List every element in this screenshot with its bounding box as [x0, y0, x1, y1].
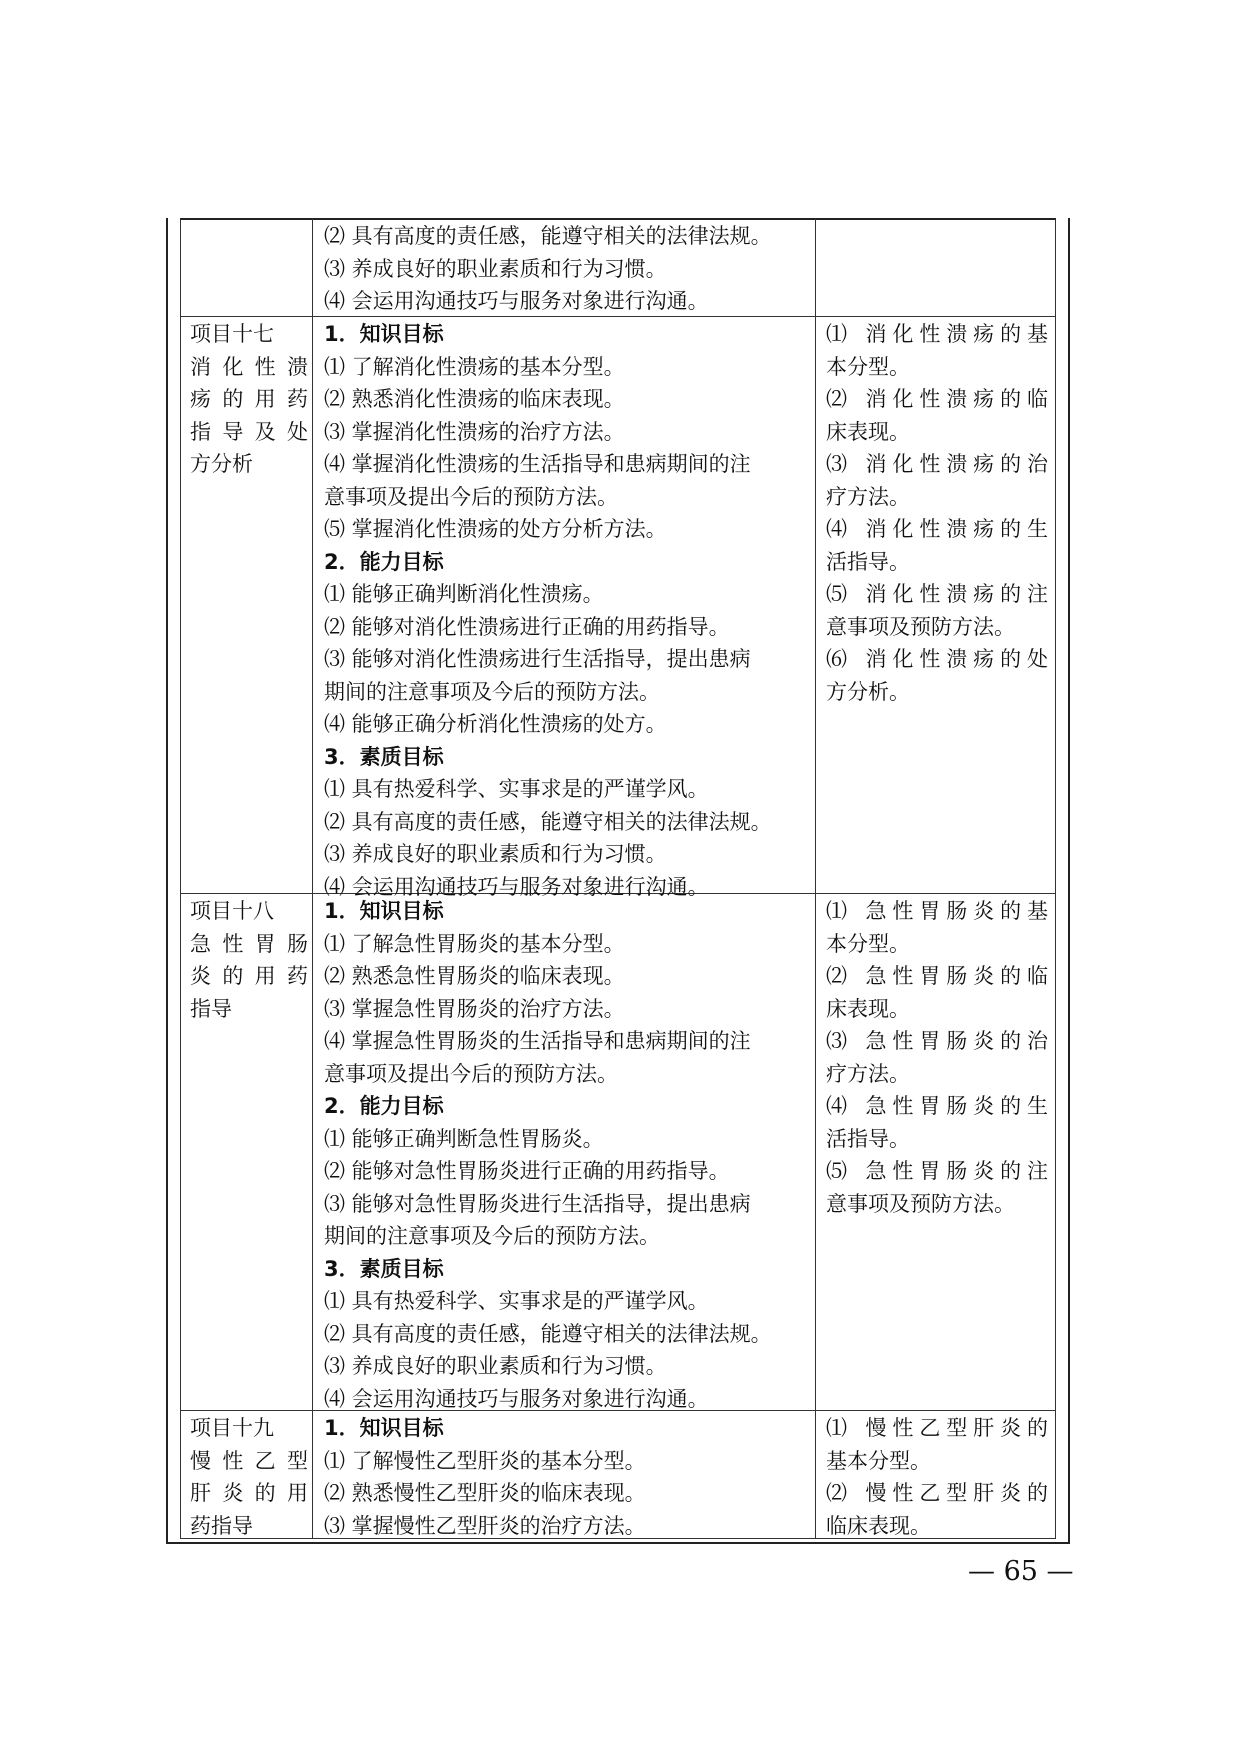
project-title-line: 肝炎的用 [190, 1481, 308, 1505]
section-heading: 3．素质目标 [324, 744, 444, 769]
section-heading: 1．知识目标 [324, 899, 444, 923]
content-line: ⑵ 能够对消化性溃疡进行正确的用药指导。 [324, 614, 730, 639]
point-line: 床表现。 [826, 996, 910, 1021]
content-line: ⑴ 能够正确判断消化性溃疡。 [324, 582, 604, 606]
row-1-project [190, 318, 308, 481]
content-line: 意事项及提出今后的预防方法。 [324, 1061, 618, 1086]
content-line: ⑶ 能够对急性胃肠炎进行生活指导，提出患病 [324, 1191, 751, 1216]
project-title-line: 方分析 [190, 452, 253, 476]
section-heading: 1．知识目标 [324, 1416, 444, 1440]
point-line: ⑹ 消化性溃疡的处 [826, 647, 1048, 671]
content-line: ⑵ 具有高度的责任感，能遵守相关的法律法规。 [324, 224, 772, 248]
project-title-line: 项目十九 [190, 1416, 274, 1440]
point-line: 意事项及预防方法。 [826, 614, 1015, 639]
content-line: ⑶ 掌握急性胃肠炎的治疗方法。 [324, 996, 625, 1021]
content-line: ⑶ 掌握消化性溃疡的治疗方法。 [324, 419, 625, 444]
point-line: 本分型。 [826, 931, 910, 956]
point-line: ⑷ 消化性溃疡的生 [826, 517, 1048, 541]
row-0-content [324, 220, 810, 318]
content-line: ⑴ 了解慢性乙型肝炎的基本分型。 [324, 1448, 646, 1473]
point-line: 活指导。 [826, 549, 910, 574]
point-line: 疗方法。 [826, 1061, 910, 1086]
section-heading: 2．能力目标 [324, 1094, 444, 1118]
content-line: ⑴ 了解急性胃肠炎的基本分型。 [324, 931, 625, 956]
point-line: ⑵ 消化性溃疡的临 [826, 387, 1048, 411]
project-title-line: 急性胃肠 [190, 931, 308, 956]
point-line: 疗方法。 [826, 484, 910, 509]
point-line: ⑸ 急性胃肠炎的注 [826, 1159, 1048, 1183]
content-line: ⑵ 具有高度的责任感，能遵守相关的法律法规。 [324, 1321, 772, 1346]
content-line: ⑷ 会运用沟通技巧与服务对象进行沟通。 [324, 874, 709, 899]
row-2-points [826, 895, 1048, 1220]
row-1-content [324, 318, 810, 903]
content-line: ⑴ 具有热爱科学、实事求是的严谨学风。 [324, 1289, 709, 1313]
content-line: 期间的注意事项及今后的预防方法。 [324, 679, 660, 704]
project-title-line: 慢性乙型 [190, 1448, 308, 1473]
row-1-points [826, 318, 1048, 708]
row-3-points [826, 1412, 1048, 1542]
point-line: 基本分型。 [826, 1448, 931, 1473]
point-line: ⑴ 急性胃肠炎的基 [826, 899, 1048, 923]
project-title-line: 指导 [190, 996, 232, 1021]
content-line: ⑵ 能够对急性胃肠炎进行正确的用药指导。 [324, 1159, 730, 1183]
point-line: ⑶ 消化性溃疡的治 [826, 452, 1048, 476]
point-line: ⑵ 急性胃肠炎的临 [826, 964, 1048, 988]
point-line: 方分析。 [826, 679, 910, 704]
content-line: ⑷ 能够正确分析消化性溃疡的处方。 [324, 712, 667, 736]
project-title-line: 指导及处 [190, 419, 308, 444]
content-line: ⑶ 养成良好的职业素质和行为习惯。 [324, 256, 667, 281]
project-title-line: 药指导 [190, 1513, 253, 1538]
content-line: ⑶ 掌握慢性乙型肝炎的治疗方法。 [324, 1513, 646, 1538]
page-number: — 65 — [968, 1556, 1074, 1587]
point-line: 活指导。 [826, 1126, 910, 1151]
content-line: ⑴ 能够正确判断急性胃肠炎。 [324, 1126, 604, 1151]
project-title-line: 项目十七 [190, 322, 274, 346]
content-line: ⑶ 能够对消化性溃疡进行生活指导，提出患病 [324, 647, 751, 671]
content-line: ⑵ 具有高度的责任感，能遵守相关的法律法规。 [324, 809, 772, 834]
point-line: ⑴ 消化性溃疡的基 [826, 322, 1048, 346]
row-3-project [190, 1412, 308, 1542]
content-line: ⑴ 具有热爱科学、实事求是的严谨学风。 [324, 777, 709, 801]
project-title-line: 疡的用药 [190, 387, 308, 411]
point-line: 意事项及预防方法。 [826, 1191, 1015, 1216]
column-divider [312, 218, 313, 1538]
row-2-content [324, 895, 810, 1415]
content-line: ⑸ 掌握消化性溃疡的处方分析方法。 [324, 517, 667, 541]
project-title-line: 消化性溃 [190, 354, 308, 379]
row-2-project [190, 895, 308, 1025]
point-line: ⑵ 慢性乙型肝炎的 [826, 1481, 1048, 1505]
project-title-line: 炎的用药 [190, 964, 308, 988]
content-line: 期间的注意事项及今后的预防方法。 [324, 1224, 660, 1248]
section-heading: 3．素质目标 [324, 1256, 444, 1281]
point-line: ⑸ 消化性溃疡的注 [826, 582, 1048, 606]
content-line: ⑶ 养成良好的职业素质和行为习惯。 [324, 842, 667, 866]
content-line: ⑷ 会运用沟通技巧与服务对象进行沟通。 [324, 289, 709, 313]
point-line: 本分型。 [826, 354, 910, 379]
section-heading: 2．能力目标 [324, 549, 444, 574]
section-heading: 1．知识目标 [324, 322, 444, 346]
content-line: ⑶ 养成良好的职业素质和行为习惯。 [324, 1354, 667, 1378]
point-line: 床表现。 [826, 419, 910, 444]
project-title-line: 项目十八 [190, 899, 274, 923]
content-line: ⑷ 掌握急性胃肠炎的生活指导和患病期间的注 [324, 1029, 751, 1053]
point-line: ⑶ 急性胃肠炎的治 [826, 1029, 1048, 1053]
content-line: ⑵ 熟悉慢性乙型肝炎的临床表现。 [324, 1481, 646, 1505]
point-line: ⑴ 慢性乙型肝炎的 [826, 1416, 1048, 1440]
content-line: ⑷ 掌握消化性溃疡的生活指导和患病期间的注 [324, 452, 751, 476]
column-divider [815, 218, 816, 1538]
point-line: ⑷ 急性胃肠炎的生 [826, 1094, 1048, 1118]
content-line: ⑴ 了解消化性溃疡的基本分型。 [324, 354, 625, 379]
point-line: 临床表现。 [826, 1513, 931, 1538]
content-line: ⑷ 会运用沟通技巧与服务对象进行沟通。 [324, 1386, 709, 1411]
content-line: ⑵ 熟悉消化性溃疡的临床表现。 [324, 387, 625, 411]
content-line: 意事项及提出今后的预防方法。 [324, 484, 618, 509]
row-3-content [324, 1412, 810, 1542]
content-line: ⑵ 熟悉急性胃肠炎的临床表现。 [324, 964, 625, 988]
